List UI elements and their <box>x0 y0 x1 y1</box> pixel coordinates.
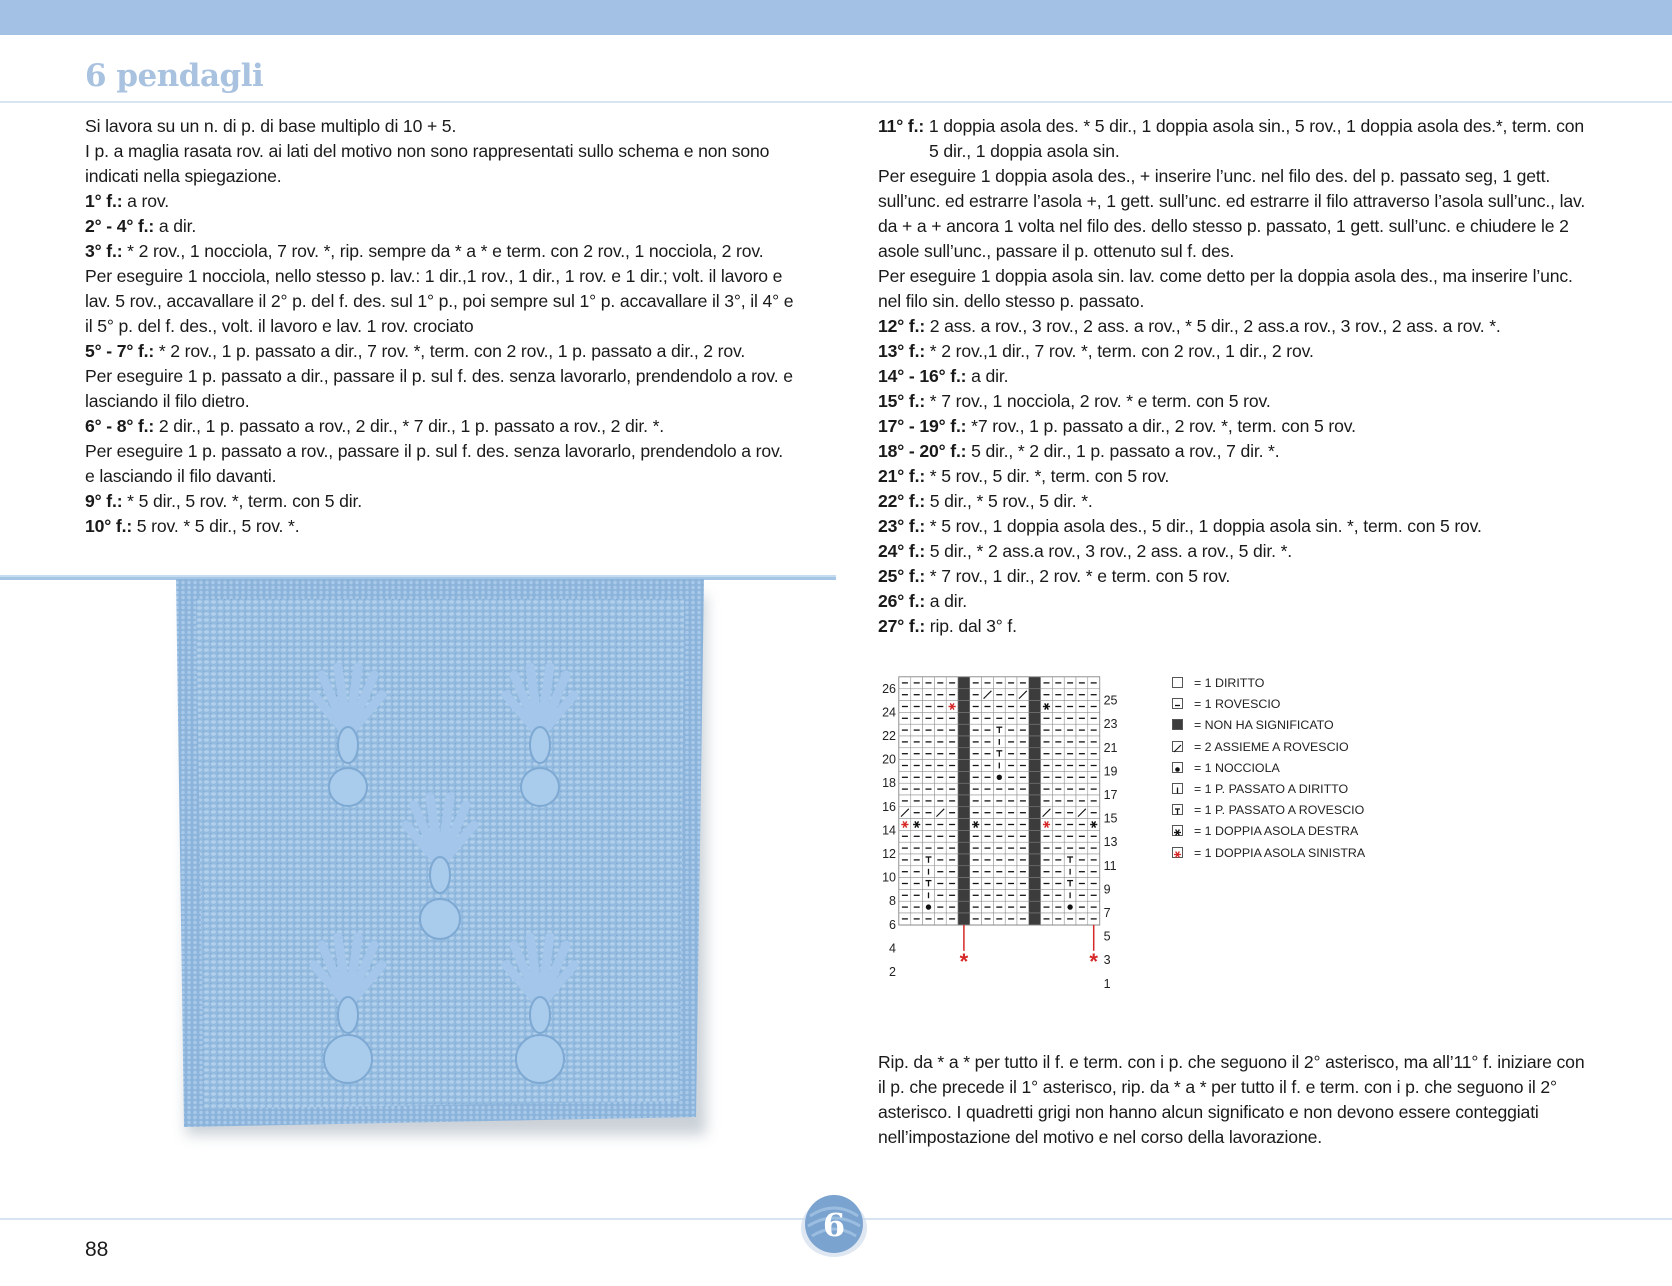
legend-symbol-starred-icon <box>1172 847 1183 858</box>
row-label: 10° f.: <box>85 516 133 536</box>
chart-cell-gray <box>958 712 970 724</box>
chart-cell-gray <box>958 736 970 748</box>
instruction-text: * 7 rov., 1 dir., 2 rov. * e term. con 5 rov. <box>925 566 1231 586</box>
chart-cell-gray <box>1029 819 1041 831</box>
instruction-paragraph <box>878 464 1590 489</box>
legend-label: = 1 NOCCIOLA <box>1194 760 1280 775</box>
legend-label: = 1 ROVESCIO <box>1194 697 1281 712</box>
row-label: 25° f.: <box>878 566 926 586</box>
chart-row-number: 10 <box>882 870 896 885</box>
chart-row-number: 4 <box>889 941 896 956</box>
instruction-text: Si lavora su un n. di p. di base multiplo di 10 + 5. <box>85 116 457 136</box>
chart-cell-gray <box>1029 901 1041 913</box>
row-label: 13° f.: <box>878 341 926 361</box>
legend-label: = 1 DOPPIA ASOLA DESTRA <box>1194 824 1359 839</box>
legend-item <box>1172 761 1432 782</box>
chart-row-number: 11 <box>1103 858 1117 873</box>
bobble-mark <box>926 904 931 909</box>
chart-cell-gray <box>1029 889 1041 901</box>
legend-symbol-starblack-icon <box>1172 825 1183 836</box>
legend-symbol-T-icon <box>1172 804 1183 815</box>
chart-row-number: 21 <box>1103 740 1118 755</box>
chart-row-number: 1 <box>1103 976 1111 991</box>
instruction-paragraph <box>878 414 1590 439</box>
chart-cell-gray <box>1029 748 1041 760</box>
instructions-left-column <box>85 114 797 539</box>
instruction-text: * 5 rov., 5 dir. *, term. con 5 rov. <box>925 466 1170 486</box>
legend-item <box>1172 676 1432 697</box>
row-label: 1° f.: <box>85 191 123 211</box>
instruction-paragraph <box>878 489 1590 514</box>
instruction-paragraph <box>85 139 797 189</box>
legend-label: = 1 P. PASSATO A ROVESCIO <box>1194 803 1365 818</box>
instruction-paragraph <box>85 239 797 264</box>
legend-symbol-blank-icon <box>1172 677 1183 688</box>
legend-item <box>1172 718 1432 739</box>
row-label: 22° f.: <box>878 491 926 511</box>
chart-cell-gray <box>958 889 970 901</box>
instruction-text: * 7 rov., 1 nocciola, 2 rov. * e term. con 5 rov. <box>925 391 1271 411</box>
page-number: 88 <box>85 1238 109 1261</box>
chart-row-number: 8 <box>889 894 896 909</box>
legend-item <box>1172 740 1432 761</box>
legend-item <box>1172 824 1432 845</box>
instruction-text: Per eseguire 1 p. passato a dir., passare il p. sul f. des. senza lavorarlo, prendendolo a rov. e lasciando il filo dietro. <box>85 366 793 411</box>
instruction-text: rip. dal 3° f. <box>925 616 1017 636</box>
instruction-text: 1 doppia asola des. * 5 dir., 1 doppia asola sin., 5 rov., 1 doppia asola des.*, term. con 5 dir., 1 doppia asola sin. <box>924 116 1584 161</box>
instruction-paragraph <box>878 539 1590 564</box>
legend-symbol-dot-icon <box>1172 762 1183 773</box>
instruction-text: 5 dir., * 2 dir., 1 p. passato a rov., 7 dir. *. <box>966 441 1280 461</box>
legend-item <box>1172 782 1432 803</box>
chart-cell-gray <box>958 689 970 701</box>
chart-row-number: 7 <box>1103 906 1111 920</box>
instruction-paragraph <box>878 389 1590 414</box>
row-label: 9° f.: <box>85 491 123 511</box>
instruction-text: Per eseguire 1 p. passato a rov., passare il p. sul f. des. senza lavorarlo, prendendolo a rov. e lasciando il filo davanti. <box>85 441 784 486</box>
instruction-paragraph <box>878 364 1590 389</box>
chart-row-number: 23 <box>1103 717 1118 732</box>
chart-cell-gray <box>1029 795 1041 807</box>
chart-row-number: 26 <box>882 681 896 696</box>
row-label: 23° f.: <box>878 516 926 536</box>
chart-row-number: 17 <box>1103 788 1118 802</box>
chart-legend <box>1172 676 1432 867</box>
chart-cell-gray <box>958 901 970 913</box>
instruction-text: * 5 rov., 1 doppia asola des., 5 dir., 1 doppia asola sin. *, term. con 5 rov. <box>925 516 1482 536</box>
instruction-paragraph <box>878 439 1590 464</box>
instruction-paragraph <box>85 264 797 339</box>
instruction-paragraph <box>878 114 1590 164</box>
instruction-text: * 2 rov., 1 p. passato a dir., 7 rov. *, term. con 2 rov., 1 p. passato a dir., 2 rov. <box>154 341 746 361</box>
chart-cell-gray <box>1029 913 1041 925</box>
chart-cell-gray <box>1029 878 1041 890</box>
instruction-text: a dir. <box>154 216 197 236</box>
chart-row-number: 18 <box>882 776 896 791</box>
chart-cell-gray <box>958 819 970 831</box>
chart-cell-gray <box>1029 807 1041 819</box>
legend-symbol-dark-icon <box>1172 719 1183 730</box>
chart-row-number: 14 <box>882 823 896 838</box>
instruction-paragraph <box>85 214 797 239</box>
instruction-text: 5 rov. * 5 dir., 5 rov. *. <box>132 516 300 536</box>
legend-label: = 1 DIRITTO <box>1194 676 1265 690</box>
chart-cell-gray <box>958 854 970 866</box>
instruction-paragraph <box>85 339 797 364</box>
chart-row-number: 13 <box>1103 835 1118 850</box>
chart-cell-gray <box>1029 701 1041 713</box>
row-label: 12° f.: <box>878 316 926 336</box>
legend-item <box>1172 697 1432 718</box>
legend-label: = 1 P. PASSATO A DIRITTO <box>1194 781 1349 796</box>
legend-item <box>1172 846 1432 867</box>
chart-cell-gray <box>1029 842 1041 854</box>
chart-cell-gray <box>958 913 970 925</box>
instruction-text: 2 ass. a rov., 3 rov., 2 ass. a rov., * 5 dir., 2 ass.a rov., 3 rov., 2 ass. a rov. *. <box>925 316 1501 336</box>
legend-label: = NON HA SIGNIFICATO <box>1194 718 1334 733</box>
row-label: 5° - 7° f.: <box>85 341 155 361</box>
knit-swatch-photo <box>0 575 836 1155</box>
instruction-text: 2 dir., 1 p. passato a rov., 2 dir., * 7 dir., 1 p. passato a rov., 2 dir. *. <box>154 416 664 436</box>
chart-cell-gray <box>958 724 970 736</box>
chart-row-number: 15 <box>1103 811 1118 826</box>
chart-row-number: 12 <box>882 847 896 861</box>
row-label: 24° f.: <box>878 541 926 561</box>
yarn-ball-badge <box>798 1192 870 1258</box>
instruction-paragraph <box>878 314 1590 339</box>
chart-cell-gray <box>1029 854 1041 866</box>
instruction-text: a dir. <box>925 591 968 611</box>
instruction-text: a dir. <box>966 366 1009 386</box>
instruction-paragraph <box>878 264 1590 314</box>
instruction-text: I p. a maglia rasata rov. ai lati del motivo non sono rappresentati sullo schema e non sono indicati nella spiegazione. <box>85 141 770 186</box>
legend-item <box>1172 803 1432 824</box>
instruction-text: * 2 rov.,1 dir., 7 rov. *, term. con 2 rov., 1 dir., 2 rov. <box>925 341 1314 361</box>
row-label: 11° f.: <box>878 116 925 136</box>
chart-cell-gray <box>958 866 970 878</box>
row-label: 6° - 8° f.: <box>85 416 155 436</box>
row-label: 3° f.: <box>85 241 123 261</box>
top-color-band <box>0 0 1672 35</box>
instruction-text: Per eseguire 1 nocciola, nello stesso p. lav.: 1 dir.,1 rov., 1 dir., 1 rov. e 1 dir.; volt. il lavoro e lav. 5 rov., accavallare il 2° p. del f. des. sul 1° p., poi sempre sul 1° p. accavallare il 3°, il 4° e il 5° p. del f. des., volt. il lavoro e lav. 1 rov. crociato <box>85 266 794 336</box>
instruction-paragraph <box>85 114 797 139</box>
repeat-note: Rip. da * a * per tutto il f. e term. con i p. che seguono il 2° asterisco, ma all’11° f. iniziare con il p. che precede il 1° asterisco, rip. da * a * per tutto il f. e term. con i p. che seguono il 2° asterisco. I quadretti grigi non hanno alcun significato e non devono essere conteggiati nell’impostazione del motivo e nel corso della lavorazione. <box>878 1052 1585 1147</box>
chart-cell-gray <box>1029 724 1041 736</box>
chart-cell-gray <box>958 842 970 854</box>
instructions-right-column <box>878 114 1590 639</box>
chart-row-number: 19 <box>1103 764 1118 779</box>
title-divider <box>0 101 1672 103</box>
legend-label: = 2 ASSIEME A ROVESCIO <box>1194 739 1349 754</box>
chart-cell-gray <box>958 701 970 713</box>
instruction-paragraph <box>878 514 1590 539</box>
chart-cell-gray <box>1029 783 1041 795</box>
instruction-text: *7 rov., 1 p. passato a dir., 2 rov. *, term. con 5 rov. <box>966 416 1356 436</box>
instruction-text: 5 dir., * 2 ass.a rov., 3 rov., 2 ass. a rov., 5 dir. *. <box>925 541 1293 561</box>
chart-cell-gray <box>1029 712 1041 724</box>
bobble-mark <box>1067 904 1072 909</box>
row-label: 18° - 20° f.: <box>878 441 967 461</box>
chart-cell-gray <box>958 677 970 689</box>
instruction-paragraph <box>878 339 1590 364</box>
chart-cell-gray <box>1029 736 1041 748</box>
row-label: 26° f.: <box>878 591 926 611</box>
badge-number: 6 <box>822 1206 846 1244</box>
chart-cell-gray <box>958 830 970 842</box>
instruction-text: * 5 dir., 5 rov. *, term. con 5 dir. <box>122 491 362 511</box>
instruction-paragraph <box>878 589 1590 614</box>
instruction-text: Per eseguire 1 doppia asola des., + inserire l’unc. nel filo des. del p. passato seg, 1 gett. sull’unc. ed estrarre l’asola +, 1 gett. sull’unc. ed estrarre il filo attraverso l’asola sull’unc., lav. da + a + ancora 1 volta nel filo des. dello stesso p. passato, 1 gett. sull’unc. e chiudere le 2 asole sull’unc., passare il p. ottenuto sul f. des. <box>878 166 1586 261</box>
chart-row-number: 9 <box>1103 882 1111 897</box>
row-label: 17° - 19° f.: <box>878 416 967 436</box>
chart-row-number: 16 <box>882 799 896 814</box>
chart-cell-gray <box>958 807 970 819</box>
chart-row-number: 22 <box>882 729 896 743</box>
instruction-text: * 2 rov., 1 nocciola, 7 rov. *, rip. sempre da * a * e term. con 2 rov., 1 nocciola, 2 rov. <box>122 241 764 261</box>
chart-row-number: 3 <box>1103 953 1111 968</box>
legend-label: = 1 DOPPIA ASOLA SINISTRA <box>1194 845 1366 860</box>
instruction-paragraph <box>85 514 797 539</box>
legend-symbol-bar-icon <box>1172 783 1183 794</box>
chart-cell-gray <box>958 878 970 890</box>
row-label: 14° - 16° f.: <box>878 366 967 386</box>
row-label: 21° f.: <box>878 466 926 486</box>
chart-cell-gray <box>958 771 970 783</box>
repeat-marker-asterisk: * <box>1089 948 1098 974</box>
instruction-paragraph <box>85 439 797 489</box>
legend-symbol-slash-icon <box>1172 741 1183 752</box>
instruction-paragraph <box>878 164 1590 264</box>
chart-row-number: 20 <box>882 752 896 767</box>
instruction-paragraph <box>878 564 1590 589</box>
chart-cell-gray <box>1029 771 1041 783</box>
row-label: 15° f.: <box>878 391 926 411</box>
chart-cell-gray <box>1029 689 1041 701</box>
instruction-paragraph <box>85 414 797 439</box>
chart-cell-gray <box>1029 866 1041 878</box>
chart-cell-gray <box>958 760 970 772</box>
chart-cell-gray <box>1029 760 1041 772</box>
chart-cell-gray <box>958 748 970 760</box>
chart-cell-gray <box>1029 830 1041 842</box>
chart-row-number: 2 <box>889 965 896 979</box>
row-label: 27° f.: <box>878 616 926 636</box>
legend-symbol-dash-icon <box>1172 698 1183 709</box>
instruction-text: a rov. <box>122 191 169 211</box>
instruction-paragraph <box>85 489 797 514</box>
bobble-mark <box>997 775 1002 780</box>
chart-cell-gray <box>1029 677 1041 689</box>
chart-row-number: 25 <box>1103 693 1118 708</box>
chart-cell-gray <box>958 783 970 795</box>
instruction-paragraph <box>85 189 797 214</box>
row-label: 2° - 4° f.: <box>85 216 155 236</box>
repeat-marker-asterisk: * <box>959 948 969 974</box>
instruction-paragraph <box>878 614 1590 639</box>
chart-cell-gray <box>958 795 970 807</box>
chart-row-number: 5 <box>1103 929 1111 944</box>
chart-row-number: 24 <box>882 705 896 720</box>
page-title: 6 pendagli <box>85 58 264 94</box>
chart-row-number: 6 <box>889 917 896 932</box>
instruction-text: Per eseguire 1 doppia asola sin. lav. come detto per la doppia asola des., ma inserire l’unc. nel filo sin. dello stesso p. passato. <box>878 266 1573 311</box>
instruction-paragraph <box>85 364 797 414</box>
instruction-text: 5 dir., * 5 rov., 5 dir. *. <box>925 491 1093 511</box>
